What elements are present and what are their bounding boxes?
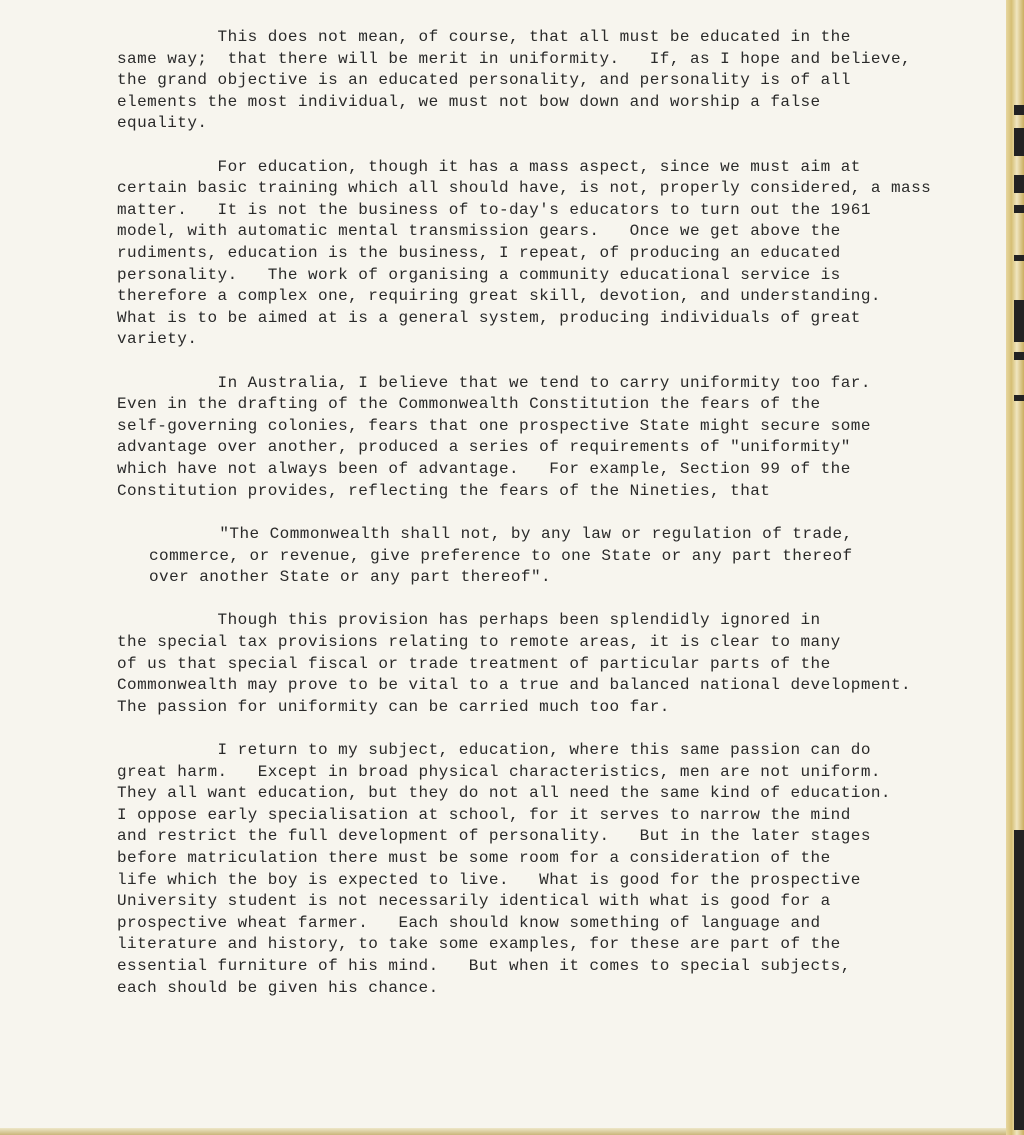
- text-line: elements the most individual, we must not bow down and worship a false: [117, 92, 821, 111]
- text-line: I oppose early specialisation at school, for it serves to narrow the mind: [117, 805, 851, 824]
- text-line: This does not mean, of course, that all must be educated in the: [117, 28, 851, 46]
- paragraph: [117, 157, 997, 351]
- text-line: personality. The work of organising a community educational service is: [117, 265, 841, 284]
- edge-mark: [1014, 128, 1024, 156]
- text-line: therefore a complex one, requiring great skill, devotion, and understanding.: [117, 287, 881, 306]
- edge-mark: [1014, 175, 1024, 193]
- text-line: great harm. Except in broad physical characteristics, men are not uniform.: [117, 762, 881, 781]
- paragraph-gap: [117, 135, 997, 157]
- paragraph-gap: [117, 351, 997, 373]
- text-line: Though this provision has perhaps been splendidly ignored in: [117, 611, 821, 630]
- text-line: They all want education, but they do not all need the same kind of education.: [117, 784, 891, 803]
- block-quote: [117, 524, 997, 589]
- text-line: essential furniture of his mind. But when it comes to special subjects,: [117, 957, 851, 975]
- text-line: What is to be aimed at is a general system, producing individuals of great: [117, 308, 861, 327]
- page-edge-bottom: [0, 1128, 1006, 1135]
- paragraph-gap: [117, 502, 997, 524]
- paragraph: [117, 27, 997, 135]
- paragraph-gap: [117, 589, 997, 611]
- text-line: same way; that there will be merit in uniformity. If, as I hope and believe,: [117, 49, 912, 68]
- text-line: life which the boy is expected to live. What is good for the prospective: [117, 870, 861, 889]
- edge-mark: [1014, 205, 1024, 213]
- text-line: advantage over another, produced a series of requirements of "uniformity": [117, 438, 851, 457]
- text-line: matter. It is not the business of to-day's educators to turn out the 1961: [117, 200, 871, 219]
- text-line: of us that special fiscal or trade treatment of particular parts of the: [117, 654, 831, 673]
- text-line: each should be given his chance.: [117, 978, 439, 997]
- paragraph: [117, 610, 997, 718]
- text-line: literature and history, to take some examples, for these are part of the: [117, 935, 841, 954]
- text-line: self-governing colonies, fears that one prospective State might secure some: [117, 416, 871, 435]
- text-line: The passion for uniformity can be carried much too far.: [117, 697, 670, 716]
- text-line: variety.: [117, 330, 198, 349]
- edge-mark: [1014, 395, 1024, 401]
- text-line: commerce, or revenue, give preference to one State or any part thereof: [149, 546, 853, 565]
- text-line: I return to my subject, education, where this same passion can do: [117, 741, 871, 760]
- text-line: before matriculation there must be some room for a consideration of the: [117, 849, 831, 868]
- text-line: In Australia, I believe that we tend to carry uniformity too far.: [117, 373, 871, 392]
- text-line: the special tax provisions relating to remote areas, it is clear to many: [117, 633, 841, 651]
- text-line: Constitution provides, reflecting the fears of the Nineties, that: [117, 481, 771, 500]
- text-line: Commonwealth may prove to be vital to a true and balanced national development.: [117, 676, 912, 695]
- text-line: "The Commonwealth shall not, by any law or regulation of trade,: [149, 524, 853, 543]
- edge-mark: [1014, 105, 1024, 115]
- edge-mark: [1014, 255, 1024, 261]
- paragraph: [117, 373, 997, 503]
- text-line: certain basic training which all should have, is not, properly considered, a mass: [117, 179, 932, 198]
- edge-mark: [1014, 352, 1024, 360]
- text-line: University student is not necessarily identical with what is good for a: [117, 892, 831, 911]
- paragraph: [117, 740, 997, 999]
- text-line: prospective wheat farmer. Each should know something of language and: [117, 913, 821, 932]
- text-line: rudiments, education is the business, I repeat, of producing an educated: [117, 244, 841, 263]
- paragraph-gap: [117, 718, 997, 740]
- text-line: Even in the drafting of the Commonwealth Constitution the fears of the: [117, 395, 821, 414]
- text-line: and restrict the full development of personality. But in the later stages: [117, 827, 871, 846]
- edge-mark: [1014, 300, 1024, 342]
- edge-mark: [1014, 830, 1024, 1130]
- document-body: [117, 27, 997, 999]
- text-line: For education, though it has a mass aspect, since we must aim at: [117, 157, 861, 176]
- text-line: equality.: [117, 114, 208, 133]
- text-line: the grand objective is an educated personality, and personality is of all: [117, 71, 851, 90]
- text-line: which have not always been of advantage. For example, Section 99 of the: [117, 460, 851, 479]
- text-line: over another State or any part thereof".: [149, 568, 552, 587]
- text-line: model, with automatic mental transmission gears. Once we get above the: [117, 222, 841, 241]
